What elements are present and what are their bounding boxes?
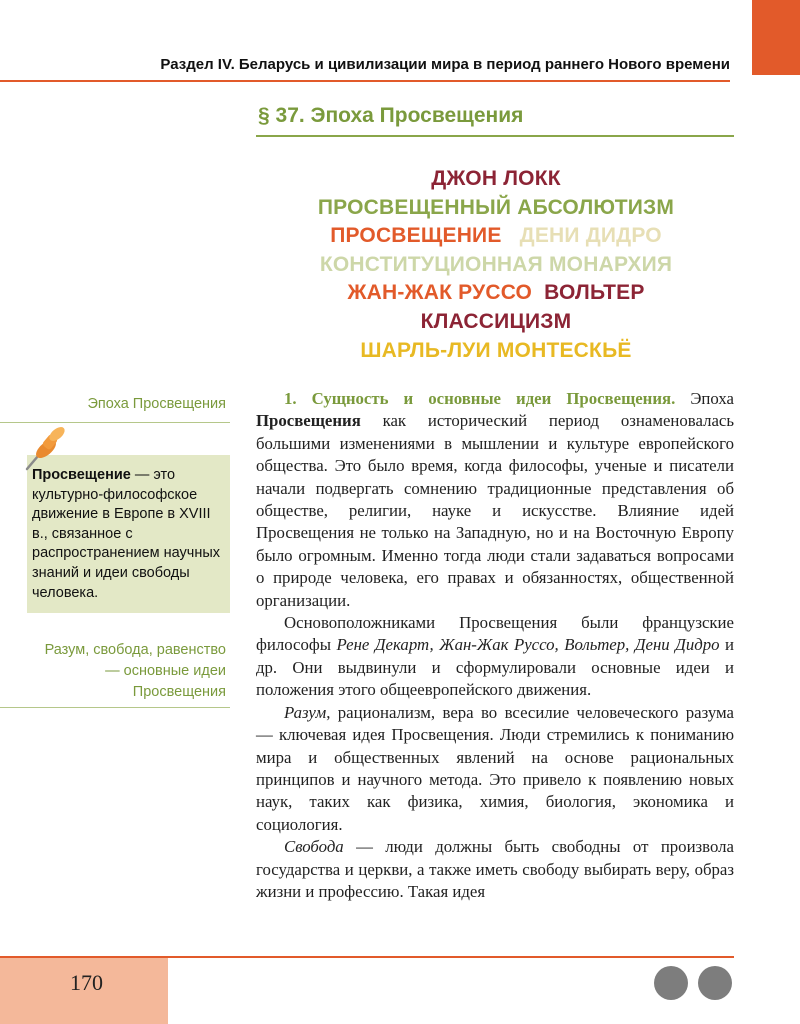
paragraph [256,388,734,612]
word-cloud [256,165,736,365]
term: Свобода [284,837,344,857]
subsection-title: 1. Сущность и основные идеи Просвещения. [284,389,676,408]
cloud-word: ШАРЛЬ-ЛУИ МОНТЕСКЬЁ [360,338,632,362]
paragraph [256,702,734,836]
cloud-word: КОНСТИТУЦИОННАЯ МОНАРХИЯ [319,252,673,276]
text-run: как исторический период ознаменовалась большими изменениями в мышлении и культуре европейского общества. Это было время, когда философы, ученые и писатели начали подвергать сомнению традиционные представления об обществе, религии, науке и искусстве. Влияние идей Просвещения не только на Западную, но и на Восточную Европу было огромным. Именно тогда люди стали задаваться вопросами о природе человека, его правах и обязанностях, общественной организации. [256,411,734,610]
sidebar-note: Разум, свобода, равенство — основные идеи Просвещения [44,642,226,700]
cloud-word: ЖАН-ЖАК РУССО [347,281,533,305]
paragraph [256,612,734,702]
paragraph [256,836,734,903]
names: Рене Декарт, Жан-Жак Руссо, Вольтер, Дени Дидро [336,635,720,655]
text-run: , рационализм, вера во всесилие человеческого разума — ключевая идея Просвещения. Люди стремились к пониманию мира и общественных явлений на основе рациональных принципов и научного метода. Это привело к появлению новых наук, таких как физика, химия, биология, экономика и социология. [256,702,734,834]
cloud-word: ПРОСВЕЩЕННЫЙ АБСОЛЮТИЗМ [317,195,675,219]
cloud-word: ДЖОН ЛОКК [431,167,561,190]
sidebar-title: Эпоха Просвещения [87,396,226,412]
sidebar-rule [0,707,230,708]
definition-term: Просвещение [32,467,131,483]
text-run: — люди должны быть свободны от произвола государства и церкви, а также иметь свободу выбирать веру, образ жизни и профессию. Такая идея [256,837,734,901]
definition-text [32,466,224,603]
cloud-word: ПРОСВЕЩЕНИЕ [330,224,502,248]
pushpin-icon [22,422,72,472]
term: Разум [284,702,327,722]
text-run: и др. Они выдвинули и сформулировали основные идеи и положения этого общеевропейского движения. [256,635,734,700]
body-text [256,388,734,903]
text-run: Основоположниками Просвещения были французские философы [256,613,734,655]
corner-tab [752,0,800,75]
text-run: Эпоха [675,389,734,408]
paragraph-title: § 37. Эпоха Просвещения [258,104,524,127]
term: Просвещения [256,411,361,431]
cloud-word: ДЕНИ ДИДРО [519,224,662,248]
definition-body: — это культурно-философское движение в Европе в XVIII в., связанное с распространением научных знаний и идеи свободы человека. [32,467,221,601]
section-header: Раздел IV. Беларусь и цивилизации мира в период раннего Нового времени [160,56,730,73]
title-rule [256,135,734,137]
prev-page-button[interactable] [654,966,688,1000]
next-page-button[interactable] [698,966,732,1000]
page-number: 170 [70,970,103,995]
cloud-word: КЛАССИЦИЗМ [420,309,572,333]
cloud-word: ВОЛЬТЕР [544,281,645,305]
header-rule [0,80,730,82]
